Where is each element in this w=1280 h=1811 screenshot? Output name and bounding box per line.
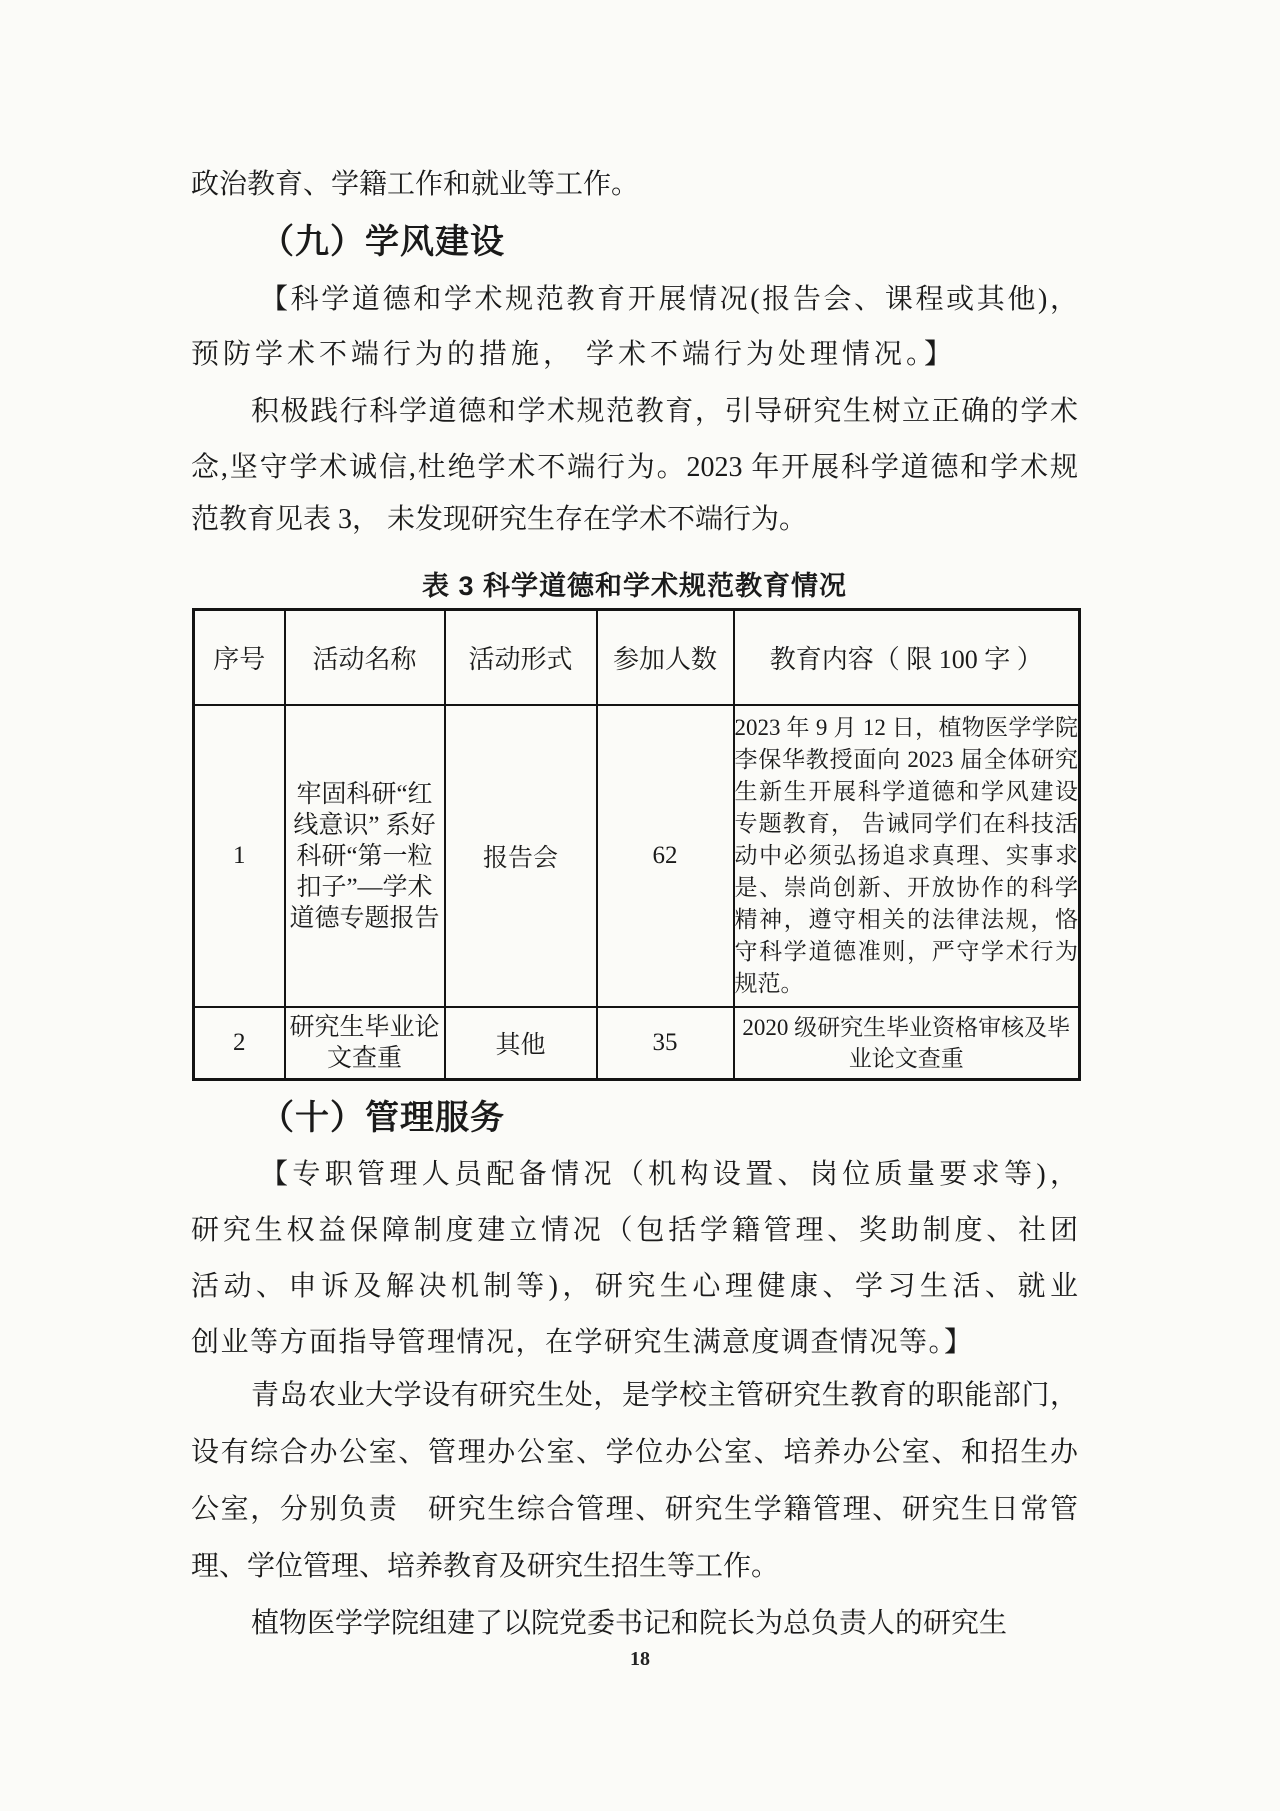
row2-name-line: 文查重 [326, 1045, 402, 1072]
row1-content-line: 专题教育， 告诫同学们在科技活 [734, 811, 1078, 836]
row1-name-line: 线意识” 系好 [293, 811, 436, 839]
section9-para-line-1: 积极践行科学道德和学术规范教育，引导研究生树立正确的学术 [251, 396, 1078, 427]
section10-para1-line-4: 理、学位管理、培养教育及研究生招生等工作。 [191, 1551, 780, 1582]
row1-activity-form: 报告会 [445, 705, 597, 1007]
section9-heading: （九）学风建设 [260, 223, 505, 261]
row1-content-line: 2023 年 9 月 12 日，植物医学学院 [734, 715, 1078, 740]
row1-content-line: 李保华教授面向 2023 届全体研究 [734, 747, 1078, 772]
table3-header-count: 参加人数 [597, 610, 734, 706]
section10-heading: （十）管理服务 [260, 1099, 505, 1137]
table-row [194, 1007, 1080, 1080]
row1-name-line: 道德专题报告 [289, 904, 440, 932]
section10-bracket-line-2: 研究生权益保障制度建立情况（包括学籍管理、奖助制度、社团 [191, 1215, 1078, 1246]
row2-education-content [734, 1007, 1080, 1080]
section9-para-line-3: 范教育见表 3， 未发现研究生存在学术不端行为。 [191, 504, 808, 535]
section10-para1-line-3: 公室，分别负责 研究生综合管理、研究生学籍管理、研究生日常管 [191, 1494, 1078, 1525]
table3-header-content: 教育内容（ 限 100 字 ） [734, 610, 1080, 706]
row2-content-line: 业论文查重 [848, 1046, 964, 1071]
row1-content-line: 是、崇尚创新、开放协作的科学 [734, 875, 1078, 900]
row2-no: 2 [194, 1007, 285, 1080]
section10-bracket-line-1: 【专职管理人员配备情况（机构设置、岗位质量要求等)， [260, 1159, 1078, 1190]
table3 [192, 608, 1081, 1081]
table3-title: 表 3 科学道德和学术规范教育情况 [421, 571, 848, 601]
table3-header-name: 活动名称 [285, 610, 445, 706]
row2-content-line: 2020 级研究生毕业资格审核及毕 [742, 1015, 1071, 1040]
row1-participant-count: 62 [597, 705, 734, 1007]
section9-bracket-line-2: 预防学术不端行为的措施， 学术不端行为处理情况。】 [191, 339, 957, 370]
row1-name-line: 牢固科研“红 [296, 780, 433, 808]
row2-participant-count: 35 [597, 1007, 734, 1080]
row2-name-line: 研究生毕业论 [289, 1014, 440, 1041]
row1-content-line: 规范。 [734, 971, 804, 996]
table3-header-row [194, 610, 1080, 706]
row1-no: 1 [194, 705, 285, 1007]
section10-para1-line-2: 设有综合办公室、管理办公室、学位办公室、培养办公室、和招生办 [191, 1437, 1078, 1468]
intro-line: 政治教育、学籍工作和就业等工作。 [191, 169, 640, 200]
section10-bracket-line-4: 创业等方面指导管理情况，在学研究生满意度调查情况等。】 [191, 1327, 974, 1358]
row1-name-line: 扣子”—学术 [296, 873, 433, 901]
page-number: 18 [630, 1648, 650, 1670]
section9-para-line-2: 念,坚守学术诚信,杜绝学术不端行为。2023 年开展科学道德和学术规 [191, 452, 1078, 483]
table3-header-form: 活动形式 [445, 610, 597, 706]
row1-name-line: 科研“第一粒 [296, 842, 433, 870]
row2-activity-name [285, 1007, 445, 1080]
section10-bracket-line-3: 活动、申诉及解决机制等)，研究生心理健康、学习生活、就业 [191, 1271, 1078, 1302]
section10-para2-line-1: 植物医学学院组建了以院党委书记和院长为总负责人的研究生 [251, 1608, 1008, 1639]
table-row [194, 705, 1080, 1007]
row1-activity-name [285, 705, 445, 1007]
table3-header-no: 序号 [194, 610, 285, 706]
row1-content-line: 精神，遵守相关的法律法规，恪 [734, 907, 1078, 932]
row2-activity-form: 其他 [445, 1007, 597, 1080]
row1-content-line: 动中必须弘扬追求真理、实事求 [734, 843, 1078, 868]
section10-para1-line-1: 青岛农业大学设有研究生处，是学校主管研究生教育的职能部门， [251, 1380, 1078, 1411]
row1-content-line: 生新生开展科学道德和学风建设 [734, 779, 1078, 804]
section9-bracket-line-1: 【科学道德和学术规范教育开展情况(报告会、课程或其他)， [260, 284, 1078, 315]
row1-content-line: 守科学道德准则，严守学术行为 [734, 939, 1078, 964]
row1-education-content [734, 705, 1080, 1007]
